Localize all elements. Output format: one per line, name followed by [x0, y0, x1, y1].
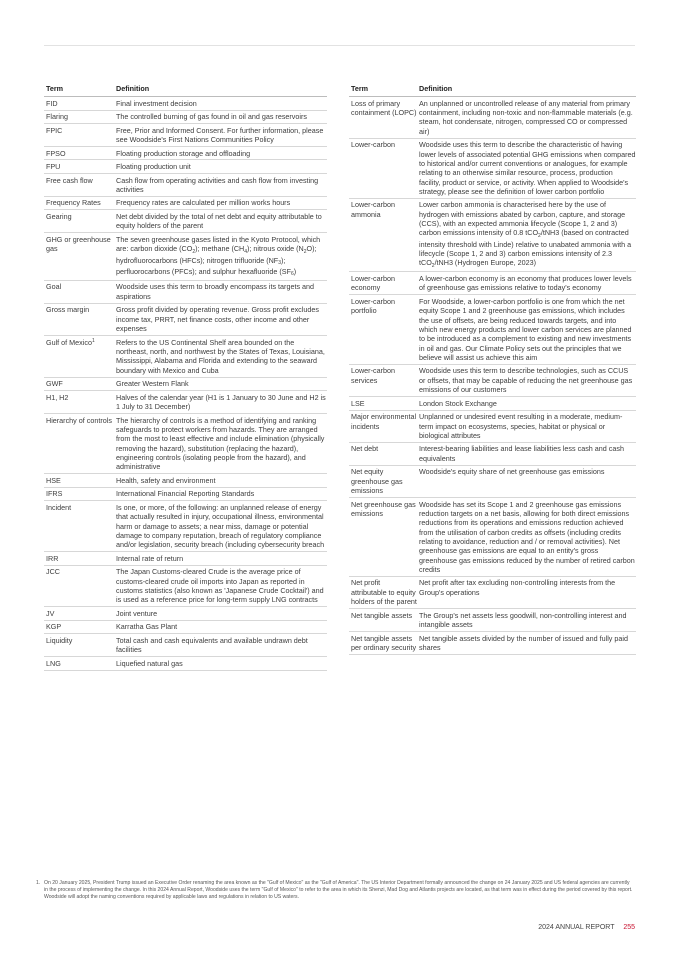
- glossary-definition: Is one, or more, of the following: an unplanned release of energy that actually resulted in injury, occupational illness, environmental harm or damage to assets; a near miss, damage or potential damage to company reputation, breach of regulatory compliance and/or legislation, security breach (including cybersecurity breach: [114, 501, 327, 552]
- glossary-term: FPU: [44, 160, 114, 174]
- glossary-definition: Free, Prior and Informed Consent. For further information, please see Woodside's First Nations Communities Policy: [114, 124, 327, 147]
- glossary-right-column: [349, 82, 636, 655]
- glossary-definition: Woodside uses this term to describe technologies, such as CCUS or offsets, that may be capable of reducing the net greenhouse gas emissions of our customers: [417, 364, 636, 396]
- glossary-definition: Joint venture: [114, 607, 327, 621]
- term-header: Term: [349, 82, 417, 97]
- glossary-term: Net debt: [349, 442, 417, 465]
- glossary-definition: The Group's net assets less goodwill, non-controlling interest and intangible assets: [417, 609, 636, 632]
- glossary-row: [44, 377, 327, 391]
- glossary-left-column: [44, 82, 327, 671]
- glossary-term: Lower-carbon ammonia: [349, 198, 417, 272]
- glossary-definition: For Woodside, a lower-carbon portfolio is one from which the net equity Scope 1 and 2 greenhouse gas emissions, which includes the use of offsets, are being reduced towards targets, and into which new energy products and lower carbon services are planned to be introduced as a complement to existing and new investments in oil and gas. Our Climate Policy sets out the principles that we believe will assist us achieve this aim: [417, 295, 636, 365]
- glossary-term: Flaring: [44, 110, 114, 124]
- glossary-term: GWF: [44, 377, 114, 391]
- glossary-term: IFRS: [44, 487, 114, 501]
- glossary-row: [44, 620, 327, 634]
- glossary-term: LSE: [349, 397, 417, 411]
- report-title: 2024 ANNUAL REPORT: [538, 924, 615, 931]
- glossary-term: Free cash flow: [44, 174, 114, 197]
- glossary-term: Gearing: [44, 210, 114, 233]
- glossary-row: [349, 465, 636, 497]
- glossary-row: [44, 280, 327, 303]
- glossary-left-body: [44, 97, 327, 671]
- glossary-term: LNG: [44, 657, 114, 671]
- glossary-definition: Cash flow from operating activities and cash flow from investing activities: [114, 174, 327, 197]
- glossary-row: [44, 413, 327, 473]
- table-header-row: [44, 82, 327, 97]
- glossary-term: HSE: [44, 474, 114, 488]
- glossary-term: Net tangible assets per ordinary security: [349, 631, 417, 654]
- glossary-definition: Greater Western Flank: [114, 377, 327, 391]
- glossary-definition: Net profit after tax excluding non-controlling interests from the Group's operations: [417, 576, 636, 608]
- glossary-row: [44, 196, 327, 210]
- glossary-row: [44, 97, 327, 111]
- glossary-definition: Gross profit divided by operating revenue. Gross profit excludes income tax, PRRT, net finance costs, other income and other expenses: [114, 303, 327, 335]
- glossary-row: [349, 295, 636, 365]
- glossary-definition: Net tangible assets divided by the number of issued and fully paid shares: [417, 631, 636, 654]
- glossary-definition: Lower carbon ammonia is characterised here by the use of hydrogen with emissions abated by carbon, capture, and storage (CCS), with an expected ammonia lifecycle (Scope 1, 2 and 3) carbon emissions intensity of 0.8 tCO$_2$/tNH3 (based on contracted intensity threshold with Linde) relative to unabated ammonia with a lifecycle (Scope 1, 2 and 3) carbon emissions intensity of 2.3 tCO$_2$/tNH3 (Hydrogen Europe, 2023): [417, 198, 636, 272]
- glossary-term: H1, H2: [44, 391, 114, 414]
- glossary-term: Net equity greenhouse gas emissions: [349, 465, 417, 497]
- definition-header: Definition: [417, 82, 636, 97]
- glossary-row: [44, 146, 327, 160]
- glossary-term: KGP: [44, 620, 114, 634]
- glossary-definition: Woodside uses this term to describe the characteristic of having lower levels of associated potential GHG emissions when compared to historical and/or current conventions or analogues, for example relating to an otherwise similar resource, process, production facility, product or service, or activity. When applied to Woodside's strategy, please see the definition of lower carbon portfolio: [417, 138, 636, 198]
- glossary-row: [44, 210, 327, 233]
- glossary-definition: Karratha Gas Plant: [114, 620, 327, 634]
- glossary-definition: London Stock Exchange: [417, 397, 636, 411]
- glossary-definition: Floating production storage and offloading: [114, 146, 327, 160]
- glossary-definition: Frequency rates are calculated per million works hours: [114, 196, 327, 210]
- glossary-term: JV: [44, 607, 114, 621]
- glossary-definition: Liquefied natural gas: [114, 657, 327, 671]
- glossary-row: [44, 335, 327, 377]
- glossary-definition: An unplanned or uncontrolled release of any material from primary containment, including non-toxic and non-flammable materials (e.g. steam, hot condensate, nitrogen, compressed CO or compressed air): [417, 97, 636, 139]
- table-header-row: [349, 82, 636, 97]
- glossary-term: Net greenhouse gas emissions: [349, 497, 417, 576]
- glossary-definition: Net debt divided by the total of net debt and equity attributable to equity holders of the parent: [114, 210, 327, 233]
- glossary-term: FPIC: [44, 124, 114, 147]
- page-number: 255: [623, 924, 635, 931]
- glossary-definition: The Japan Customs-cleared Crude is the average price of customs-cleared crude oil imports into Japan as reported in customs statistics (also known as 'Japanese Crude Cocktail') and is used as a reference price for long-term supply LNG contracts: [114, 565, 327, 607]
- glossary-definition: Unplanned or undesired event resulting in a moderate, medium-term impact on ecosystems, species, habitat or physical or biological attributes: [417, 410, 636, 442]
- footnote: [36, 880, 634, 901]
- glossary-row: [44, 657, 327, 671]
- glossary-definition: Final investment decision: [114, 97, 327, 111]
- glossary-term: FID: [44, 97, 114, 111]
- glossary-row: [44, 124, 327, 147]
- glossary-definition: The hierarchy of controls is a method of identifying and ranking safeguards to protect workers from hazards. They are arranged from the most to least effective and include elimination (physically removing the hazard), substitution (replacing the hazard), engineering controls (isolating people from the hazard), and administrative: [114, 413, 327, 473]
- glossary-row: [44, 474, 327, 488]
- footnote-mark: 1.: [36, 880, 41, 886]
- glossary-definition: The seven greenhouse gases listed in the Kyoto Protocol, which are: carbon dioxide $(CO_2)$; methane $(CH_4)$; nitrous oxide $(N_2O)$; hydrofluorocarbons (HFCs); nitrogen trifluoride $(NF_3)$; perfluorocarbons (PFCs); and sulphur hexafluoride $(SF_6)$: [114, 233, 327, 281]
- glossary-term: Lower-carbon economy: [349, 272, 417, 295]
- glossary-term: IRR: [44, 552, 114, 566]
- glossary-term: Loss of primary containment (LOPC): [349, 97, 417, 139]
- glossary-definition: Halves of the calendar year (H1 is 1 January to 30 June and H2 is 1 July to 31 December): [114, 391, 327, 414]
- glossary-row: [349, 609, 636, 632]
- glossary-row: [44, 110, 327, 124]
- glossary-row: [349, 631, 636, 654]
- glossary-row: [44, 160, 327, 174]
- glossary-term: Hierarchy of controls: [44, 413, 114, 473]
- glossary-row: [349, 410, 636, 442]
- glossary-definition: Woodside uses this term to broadly encompass its targets and aspirations: [114, 280, 327, 303]
- glossary-definition: Health, safety and environment: [114, 474, 327, 488]
- glossary-definition: Interest-bearing liabilities and lease liabilities less cash and cash equivalents: [417, 442, 636, 465]
- glossary-term: Lower-carbon services: [349, 364, 417, 396]
- glossary-term: Incident: [44, 501, 114, 552]
- glossary-row: [44, 487, 327, 501]
- glossary-right-body: [349, 97, 636, 655]
- glossary-row: [44, 552, 327, 566]
- glossary-table-right: [349, 82, 636, 655]
- glossary-term: Major environmental incidents: [349, 410, 417, 442]
- page-footer: [538, 924, 635, 931]
- glossary-definition: Floating production unit: [114, 160, 327, 174]
- glossary-row: [349, 576, 636, 608]
- glossary-row: [44, 501, 327, 552]
- glossary-row: [349, 364, 636, 396]
- glossary-term: Gulf of Mexico$^1$: [44, 335, 114, 377]
- glossary-row: [44, 303, 327, 335]
- glossary-row: [349, 97, 636, 139]
- footnote-ref: 1: [91, 337, 95, 344]
- glossary-row: [349, 138, 636, 198]
- glossary-row: [349, 397, 636, 411]
- glossary-definition: Refers to the US Continental Shelf area bounded on the northeast, north, and northwest by the States of Texas, Louisiana, Mississippi, Alabama and Florida and extending to the seaward boundary with Mexico and Cuba: [114, 335, 327, 377]
- glossary-definition: Woodside's equity share of net greenhouse gas emissions: [417, 465, 636, 497]
- glossary-definition: The controlled burning of gas found in oil and gas reservoirs: [114, 110, 327, 124]
- glossary-term: Gross margin: [44, 303, 114, 335]
- glossary-table-left: [44, 82, 327, 671]
- glossary-term: FPSO: [44, 146, 114, 160]
- glossary-row: [349, 497, 636, 576]
- glossary-term: Frequency Rates: [44, 196, 114, 210]
- glossary-term: Lower-carbon: [349, 138, 417, 198]
- glossary-definition: A lower-carbon economy is an economy that produces lower levels of greenhouse gas emissions relative to today's economy: [417, 272, 636, 295]
- definition-header: Definition: [114, 82, 327, 97]
- glossary-row: [349, 198, 636, 272]
- footnote-text: On 20 January 2025, President Trump issued an Executive Order renaming the area known as the "Gulf of Mexico" as the "Gulf of America". The US Interior Department formally announced the change on 24 January 2025 and US federal agencies are currently in the process of implementing the change. In this 2024 Annual Report, Woodside uses the term "Gulf of Mexico" to refer to the area in which its Shenzi, Mad Dog and Atlantis projects are located, as that term was in effect during the period covered by this report. Woodside will adopt the naming conventions required by applicable laws and regulations in relation to US waters.: [44, 880, 633, 900]
- glossary-term: JCC: [44, 565, 114, 607]
- term-header: Term: [44, 82, 114, 97]
- glossary-definition: Total cash and cash equivalents and available undrawn debt facilities: [114, 634, 327, 657]
- glossary-row: [44, 233, 327, 281]
- glossary-row: [349, 442, 636, 465]
- top-rule: [44, 45, 635, 46]
- glossary-row: [44, 634, 327, 657]
- glossary-term: GHG or greenhouse gas: [44, 233, 114, 281]
- glossary-term: Goal: [44, 280, 114, 303]
- glossary-row: [44, 174, 327, 197]
- glossary-row: [44, 565, 327, 607]
- glossary-definition: International Financial Reporting Standards: [114, 487, 327, 501]
- glossary-row: [44, 391, 327, 414]
- glossary-definition: Internal rate of return: [114, 552, 327, 566]
- glossary-definition: Woodside has set its Scope 1 and 2 greenhouse gas emissions reduction targets on a net basis, allowing for both direct emissions reductions from its operations and emissions reduction achieved from the utilisation of carbon credits as offsets (including credits relating to avoidance, reduction and / or removal activities). Net greenhouse gas emissions are equal to an entity's gross greenhouse gas emissions reduced by the number of retired carbon credits: [417, 497, 636, 576]
- glossary-row: [349, 272, 636, 295]
- glossary-term: Liquidity: [44, 634, 114, 657]
- glossary-term: Net tangible assets: [349, 609, 417, 632]
- glossary-term: Lower-carbon portfolio: [349, 295, 417, 365]
- glossary-row: [44, 607, 327, 621]
- glossary-term: Net profit attributable to equity holders of the parent: [349, 576, 417, 608]
